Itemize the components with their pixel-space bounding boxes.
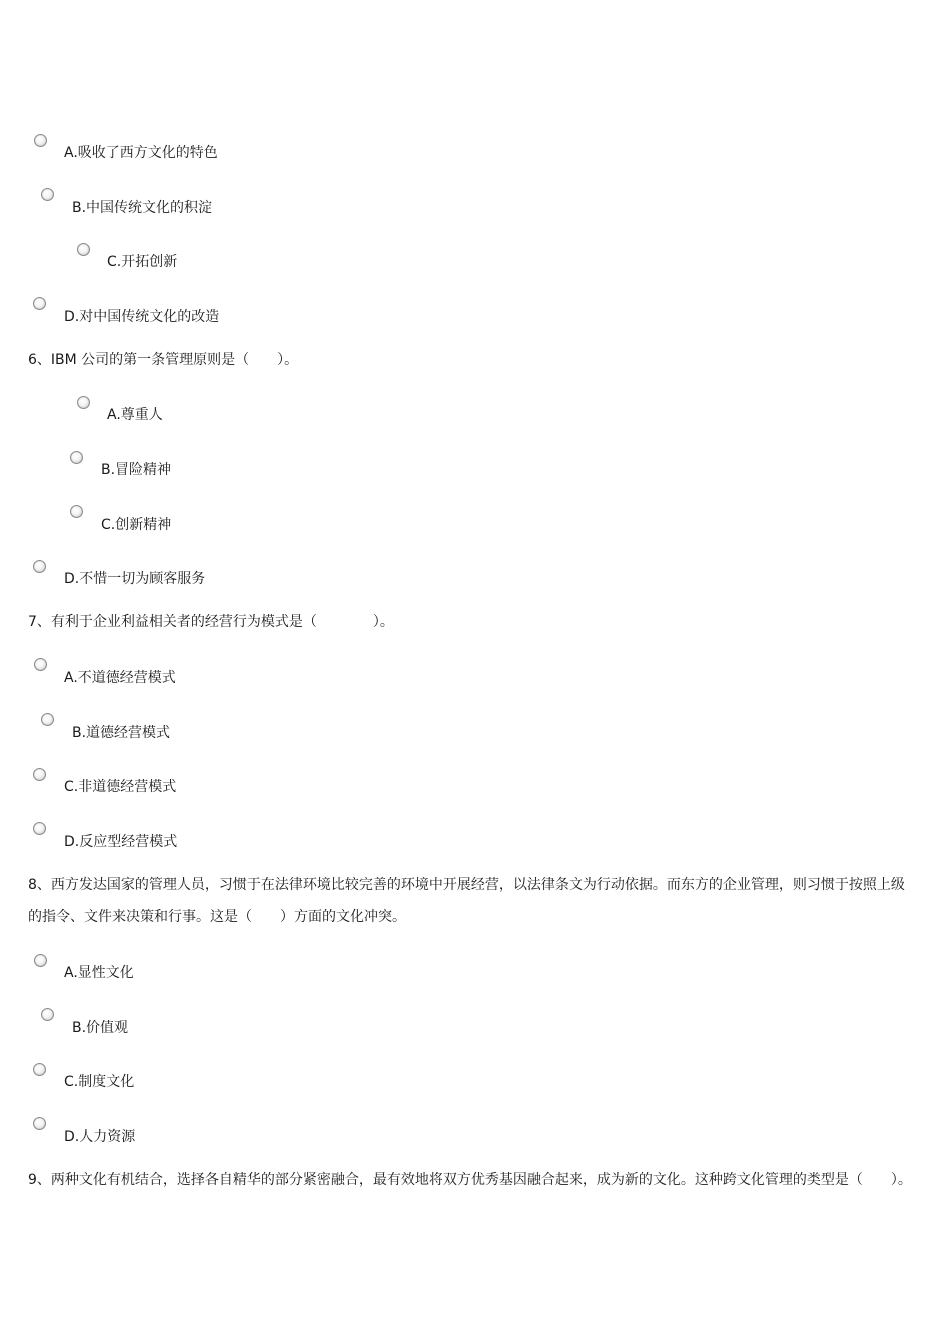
radio-button[interactable]: [41, 713, 54, 726]
radio-button[interactable]: [34, 658, 47, 671]
radio-button[interactable]: [41, 188, 54, 201]
radio-button[interactable]: [34, 134, 47, 147]
radio-button[interactable]: [70, 505, 83, 518]
radio-button[interactable]: [33, 1063, 46, 1076]
radio-button[interactable]: [33, 1117, 46, 1130]
option-label: D.反应型经营模式: [64, 834, 178, 850]
option-label: B.中国传统文化的积淀: [72, 200, 213, 216]
option-label: C.非道德经营模式: [64, 779, 177, 795]
question-9-text: 9、两种文化有机结合，选择各自精华的部分紧密融合，最有效地将双方优秀基因融合起来，成为新的文化。这种跨文化管理的类型是（ ）。: [28, 1172, 912, 1188]
option-label: A.尊重人: [107, 407, 163, 423]
question-7-text: 7、有利于企业利益相关者的经营行为模式是（ ）。: [28, 614, 394, 630]
radio-button[interactable]: [33, 297, 46, 310]
question-6-text: 6、IBM 公司的第一条管理原则是（ ）。: [28, 352, 299, 368]
radio-button[interactable]: [33, 822, 46, 835]
radio-button[interactable]: [33, 560, 46, 573]
question-8-text-line1: 8、西方发达国家的管理人员，习惯于在法律环境比较完善的环境中开展经营，以法律条文为行动依据。而东方的企业管理，则习惯于按照上级: [28, 877, 905, 893]
option-label: A.显性文化: [64, 965, 134, 981]
option-label: D.不惜一切为顾客服务: [64, 571, 206, 587]
radio-button[interactable]: [33, 768, 46, 781]
option-label: B.冒险精神: [101, 462, 172, 478]
option-label: A.吸收了西方文化的特色: [64, 145, 218, 161]
option-label: C.制度文化: [64, 1074, 135, 1090]
radio-button[interactable]: [41, 1008, 54, 1021]
option-label: B.道德经营模式: [72, 725, 171, 741]
option-label: D.人力资源: [64, 1129, 136, 1145]
radio-button[interactable]: [34, 954, 47, 967]
option-label: B.价值观: [72, 1020, 129, 1036]
option-label: C.创新精神: [101, 517, 172, 533]
radio-button[interactable]: [70, 451, 83, 464]
radio-button[interactable]: [77, 396, 90, 409]
option-label: D.对中国传统文化的改造: [64, 309, 220, 325]
option-label: C.开拓创新: [107, 254, 178, 270]
radio-button[interactable]: [77, 243, 90, 256]
option-label: A.不道德经营模式: [64, 670, 176, 686]
question-8-text-line2: 的指令、文件来决策和行事。这是（ ）方面的文化冲突。: [28, 909, 406, 925]
